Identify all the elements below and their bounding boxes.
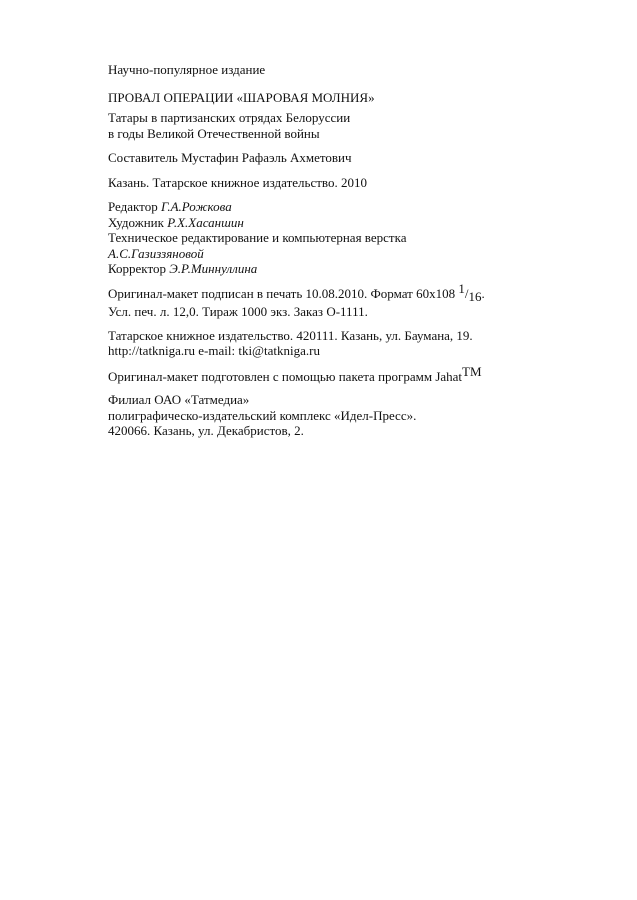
book-title-text: ПРОВАЛ ОПЕРАЦИИ «ШАРОВАЯ МОЛНИЯ» bbox=[108, 89, 375, 105]
subtitle-line-1: Татары в партизанских отрядах Белоруссии bbox=[108, 110, 351, 125]
book-subtitle bbox=[108, 110, 608, 141]
editor-name: Г.А.Рожкова bbox=[160, 199, 232, 214]
credits bbox=[108, 199, 608, 277]
printer-line-3: 420066. Казань, ул. Декабристов, 2. bbox=[108, 423, 304, 438]
proofreader-name: Э.Р.Миннуллина bbox=[169, 261, 258, 276]
edition-type bbox=[108, 62, 608, 78]
printer-line-2: полиграфическо-издательский комплекс «Идел-Пресс». bbox=[108, 407, 417, 423]
edition-type-text: Научно-популярное издание bbox=[108, 62, 266, 77]
book-title bbox=[108, 90, 608, 106]
artist-name: Р.Х.Хасаншин bbox=[167, 214, 244, 230]
publisher-web-email: http://tatkniga.ru e-mail: tki@tatkniga.ru bbox=[108, 343, 320, 358]
compiler-text: Составитель Мустафин Рафаэль Ахметович bbox=[108, 150, 352, 165]
publisher-address: Татарское книжное издательство. 420111. Казань, ул. Баумана, 19. bbox=[108, 327, 473, 343]
format-end: . bbox=[481, 285, 485, 301]
city-publisher-year-text: Казань. Татарское книжное издательство. 2010 bbox=[108, 174, 367, 190]
print-info-line-2: Усл. печ. л. 12,0. Тираж 1000 экз. Заказ О-1111. bbox=[108, 304, 368, 319]
proofreader-credit bbox=[108, 261, 608, 277]
publisher-contacts bbox=[108, 328, 608, 359]
subtitle-line-2: в годы Великой Отечественной войны bbox=[108, 125, 320, 141]
print-info-line-1 bbox=[108, 280, 608, 304]
compiler bbox=[108, 150, 608, 166]
artist-credit bbox=[108, 215, 608, 231]
signed-to-print-text: Оригинал-макет подписан в печать 10.08.2010. Формат 60х108 bbox=[108, 285, 459, 301]
editor-credit bbox=[108, 199, 608, 215]
proofreader-label: Корректор bbox=[108, 261, 170, 276]
format-numerator: 1 bbox=[458, 280, 465, 296]
imprint-text bbox=[108, 62, 608, 439]
layout-note bbox=[108, 363, 608, 385]
trademark-mark: TM bbox=[462, 363, 482, 379]
tech-editing-name: А.С.Газиззяновой bbox=[108, 245, 204, 261]
artist-label: Художник bbox=[108, 214, 168, 230]
format-slash: / bbox=[464, 285, 469, 301]
editor-label: Редактор bbox=[108, 199, 161, 214]
printer-info bbox=[108, 392, 608, 439]
tech-editing-label: Техническое редактирование и компьютерная верстка bbox=[108, 230, 407, 245]
print-info bbox=[108, 280, 608, 320]
layout-note-line bbox=[108, 363, 608, 385]
format-denominator: 16 bbox=[468, 288, 482, 304]
printer-line-1: Филиал ОАО «Татмедиа» bbox=[108, 392, 250, 407]
layout-note-text: Оригинал-макет подготовлен с помощью пакета программ Jahat bbox=[108, 368, 463, 384]
city-publisher-year bbox=[108, 175, 608, 191]
